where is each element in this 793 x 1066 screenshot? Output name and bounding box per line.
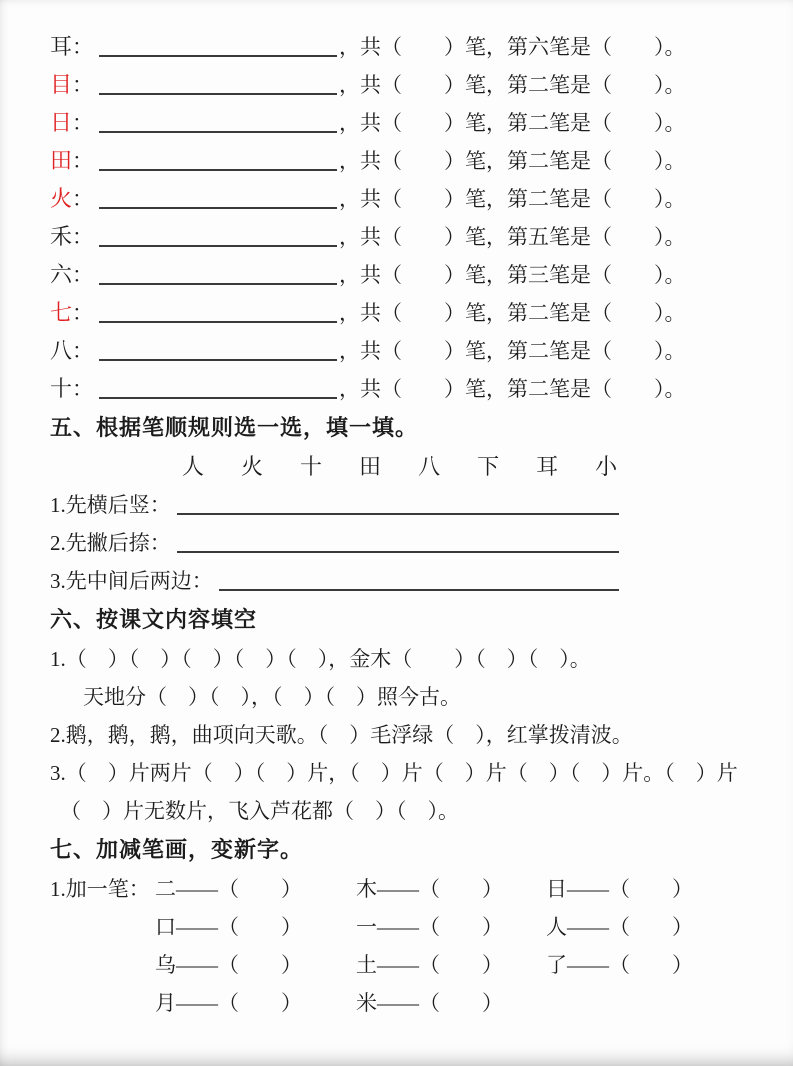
row-tail: ，共（ ）笔，第二笔是（ ）。 — [339, 339, 686, 363]
bank-character: 人 — [182, 454, 205, 479]
grid-lead-label: 1.加一笔： — [50, 877, 150, 901]
character-label: 日 — [50, 110, 73, 135]
colon: ： — [72, 111, 94, 135]
colon: ： — [72, 73, 94, 97]
stroke-row — [50, 66, 755, 104]
row-tail: ，共（ ）笔，第六笔是（ ）。 — [339, 35, 686, 59]
section-five — [50, 408, 755, 600]
answer-blank[interactable] — [99, 33, 337, 57]
row-tail: ，共（ ）笔，第二笔是（ ）。 — [339, 301, 686, 325]
add-stroke-item: 月——（ ） — [155, 991, 302, 1015]
grid-spacer — [50, 946, 155, 984]
stroke-row — [50, 294, 755, 332]
answer-blank[interactable] — [177, 486, 619, 515]
bank-character: 田 — [359, 454, 382, 479]
section-six-title: 六、按课文内容填空 — [50, 607, 258, 632]
bank-character: 耳 — [536, 454, 559, 479]
bank-character: 下 — [477, 454, 500, 479]
section-seven — [50, 830, 755, 1022]
answer-blank[interactable] — [99, 299, 337, 323]
character-label: 目 — [50, 72, 73, 97]
character-label: 火 — [50, 186, 73, 211]
colon: ： — [72, 35, 94, 59]
row-tail: ，共（ ）笔，第三笔是（ ）。 — [339, 263, 686, 287]
row-tail: ，共（ ）笔，第二笔是（ ）。 — [339, 149, 686, 173]
row-tail: ，共（ ）笔，第二笔是（ ）。 — [339, 73, 686, 97]
row-tail: ，共（ ）笔，第五笔是（ ）。 — [339, 225, 686, 249]
character-label: 耳 — [50, 34, 73, 59]
colon: ： — [72, 263, 94, 287]
stroke-row — [50, 218, 755, 256]
row-tail: ，共（ ）笔，第二笔是（ ）。 — [339, 377, 686, 401]
stroke-order-section — [50, 28, 755, 408]
answer-blank[interactable] — [99, 223, 337, 247]
fill-line: 1.（ ）（ ）（ ）（ ）（ ），金木（ ）（ ）（ ）。 — [50, 647, 591, 671]
add-stroke-item — [546, 984, 755, 1022]
colon: ： — [72, 149, 94, 173]
fill-line: 天地分（ ）（ ），（ ）（ ）照今古。 — [83, 685, 461, 709]
rule-item — [50, 486, 755, 524]
row-tail: ，共（ ）笔，第二笔是（ ）。 — [339, 111, 686, 135]
answer-blank[interactable] — [99, 337, 337, 361]
add-stroke-item: 乌——（ ） — [155, 953, 302, 977]
character-label: 禾 — [50, 224, 73, 249]
section-seven-title: 七、加减笔画，变新字。 — [50, 837, 304, 862]
stroke-row — [50, 28, 755, 66]
bank-character: 小 — [595, 454, 618, 479]
bank-character: 火 — [241, 454, 264, 479]
add-stroke-item: 口——（ ） — [155, 915, 302, 939]
fill-line: （ ）片无数片，飞入芦花都（ ）（ ）。 — [60, 799, 459, 823]
answer-blank[interactable] — [99, 185, 337, 209]
answer-blank[interactable] — [177, 524, 619, 553]
colon: ： — [72, 377, 94, 401]
answer-blank[interactable] — [99, 147, 337, 171]
answer-blank[interactable] — [99, 261, 337, 285]
bank-character: 十 — [300, 454, 323, 479]
add-stroke-item: 米——（ ） — [356, 991, 503, 1015]
rule-label: 3.先中间后两边： — [50, 569, 213, 593]
character-label: 七 — [50, 300, 73, 325]
stroke-row — [50, 256, 755, 294]
stroke-row — [50, 104, 755, 142]
answer-blank[interactable] — [219, 562, 619, 591]
character-label: 十 — [50, 376, 73, 401]
stroke-row — [50, 370, 755, 408]
section-six — [50, 600, 755, 830]
bank-character: 八 — [418, 454, 441, 479]
colon: ： — [72, 339, 94, 363]
add-stroke-item: 一——（ ） — [356, 915, 503, 939]
stroke-row — [50, 180, 755, 218]
rule-label: 1.先横后竖： — [50, 493, 171, 517]
rule-label: 2.先撇后捺： — [50, 531, 171, 555]
character-bank — [50, 448, 755, 486]
add-stroke-grid — [50, 870, 755, 1022]
character-label: 八 — [50, 338, 73, 363]
colon: ： — [72, 187, 94, 211]
section-five-title: 五、根据笔顺规则选一选，填一填。 — [50, 415, 419, 440]
fill-line: 2.鹅，鹅，鹅，曲项向天歌。（ ）毛浮绿（ ），红掌拨清波。 — [50, 723, 633, 747]
add-stroke-item: 了——（ ） — [546, 953, 693, 977]
grid-spacer — [50, 908, 155, 946]
add-stroke-item: 木——（ ） — [356, 877, 503, 901]
colon: ： — [72, 225, 94, 249]
add-stroke-item: 二——（ ） — [155, 877, 302, 901]
answer-blank[interactable] — [99, 109, 337, 133]
character-label: 田 — [50, 148, 73, 173]
row-tail: ，共（ ）笔，第二笔是（ ）。 — [339, 187, 686, 211]
add-stroke-item: 日——（ ） — [546, 877, 693, 901]
answer-blank[interactable] — [99, 375, 337, 399]
answer-blank[interactable] — [99, 71, 337, 95]
add-stroke-item: 土——（ ） — [356, 953, 503, 977]
rule-item — [50, 524, 755, 562]
stroke-row — [50, 142, 755, 180]
rule-item — [50, 562, 755, 600]
grid-spacer — [50, 984, 155, 1022]
stroke-row — [50, 332, 755, 370]
add-stroke-item: 人——（ ） — [546, 915, 693, 939]
colon: ： — [72, 301, 94, 325]
fill-line: 3.（ ）片两片（ ）（ ）片，（ ）片（ ）片（ ）（ ）片。（ ）片 — [50, 761, 738, 785]
character-label: 六 — [50, 262, 73, 287]
